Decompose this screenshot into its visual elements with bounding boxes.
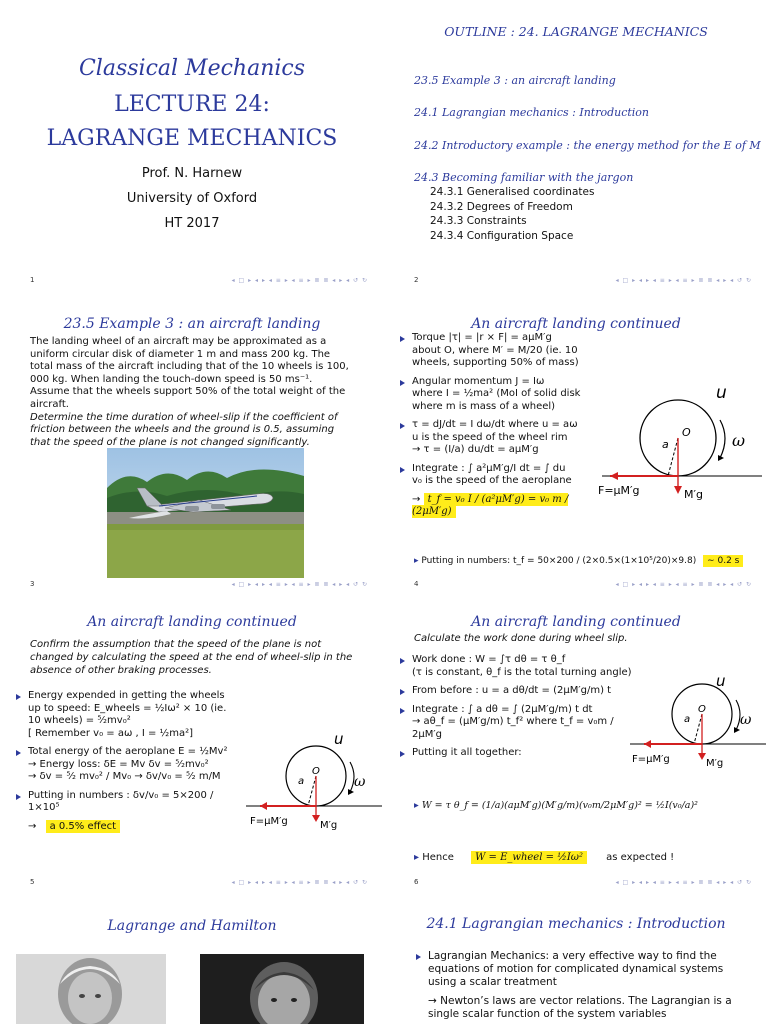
bullet: Torque |τ| = |r × F| = aμM′g about O, where M′ = M/20 (ie. 10 wheels, supporting 50% of mass)	[398, 332, 608, 370]
bullet: Work done : W = ∫τ dθ = τ θ_f (τ is constant, θ_f is the total turning angle)	[398, 654, 634, 679]
slide-number: 3	[30, 580, 35, 588]
label-u: u	[716, 383, 727, 403]
label-a: a	[298, 776, 305, 787]
bullet: Energy expended in getting the wheels up to speed: E_wheels = ½Iω² × 10 (ie. 10 wheels) = ⁵⁄₂mv₀² [ Remember v₀ = aω , I = ½ma²]	[14, 690, 232, 740]
slide-1	[0, 0, 384, 292]
bullet: Integrate : ∫ a dθ = ∫ (2μM′g/m) t dt → aθ_f = (μM′g/m) t_f² where t_f = v₀m / 2μM′g	[398, 704, 634, 742]
slide-title: An aircraft landing continued	[87, 614, 297, 630]
problem-question: Determine the time duration of wheel-slip if the coefficient of friction between the wheels and the ground is 0.5, assuming that the speed of the plane is not changed significantly.	[30, 411, 338, 448]
bullet: Angular momentum J = Iω where I = ½ma² (MoI of solid disk where m is mass of a wheel)	[398, 376, 608, 414]
slide-2	[384, 0, 768, 292]
label-Mg: M′g	[684, 488, 703, 501]
beamer-nav[interactable]: ◂ □ ▸ ◂ ▸ ◂ ≡ ▸ ◂ ≡ ▸ ≣ ≣ ◂ ▸ ◂ ↺ ↻	[615, 879, 752, 886]
bullet: From before : u = a dθ/dt = (2μM′g/m) t	[398, 685, 634, 698]
lecture-subject: LAGRANGE MECHANICS	[46, 126, 338, 151]
effect-row: → a 0.5% effect	[14, 821, 232, 834]
outline-subitem[interactable]: 24.3.2 Degrees of Freedom	[430, 200, 573, 213]
bullet: Integrate : ∫ a²μM′g/I dt = ∫ du v₀ is the speed of the aeroplane	[398, 463, 608, 488]
hence-highlight: W = E_wheel = ½Iω²	[471, 851, 587, 864]
label-O: O	[682, 426, 691, 439]
slide-4	[384, 304, 768, 596]
label-omega: ω	[732, 431, 746, 450]
bullet: Lagrangian Mechanics: a very effective way to find the equations of motion for complicated dynamical systems using a scalar treatment → Newton’s laws are vector relations. The Lagrangian is a single scalar function of the system variables	[414, 950, 748, 1021]
slide-body	[414, 950, 748, 1024]
hence-row: ▸ Hence W = E_wheel = ½Iω² as expected !	[414, 852, 675, 863]
label-a: a	[684, 714, 691, 725]
outline-item[interactable]: 24.1 Lagrangian mechanics : Introduction	[414, 106, 650, 119]
lagrange-portrait	[16, 954, 166, 1024]
wheel-diagram	[616, 672, 766, 782]
outline-item[interactable]: 23.5 Example 3 : an aircraft landing	[414, 74, 616, 87]
outline-subitem[interactable]: 24.3.4 Configuration Space	[430, 229, 574, 242]
slide-number: 5	[30, 878, 35, 886]
bullet: Putting it all together:	[398, 747, 634, 760]
beamer-nav[interactable]: ◂ □ ▸ ◂ ▸ ◂ ≡ ▸ ◂ ≡ ▸ ≣ ≣ ◂ ▸ ◂ ↺ ↻	[615, 581, 752, 588]
radius-line	[668, 438, 678, 476]
wheel-diagram	[236, 730, 382, 840]
aircraft-landing-photo	[107, 448, 304, 578]
author: Prof. N. Harnew	[141, 166, 243, 181]
outline-title: OUTLINE : 24. LAGRANGE MECHANICS	[444, 24, 708, 39]
slide-7	[0, 902, 384, 1024]
bullet: Putting in numbers : δv/v₀ = 5×200 / 1×10⁵	[14, 790, 232, 815]
slide-8	[384, 902, 768, 1024]
slide-number: 4	[414, 580, 419, 588]
problem-text: The landing wheel of an aircraft may be approximated as a uniform circular disk of diameter 1 m and mass 200 kg. The total mass of the aircraft including that of the 10 wheels is 100, 000 kg. When landing the touch-down speed is 50 ms⁻¹. Assume that the wheels support 50% of the total weight of the aircraft.	[30, 336, 349, 410]
slide-number: 6	[414, 878, 419, 886]
course-title: Classical Mechanics	[78, 56, 306, 81]
slide-3	[0, 304, 384, 596]
numbers-label: Putting in numbers: t_f = 50×200 / (2×0.5×(1×10⁵/20)×9.8)	[421, 556, 697, 566]
label-u: u	[716, 672, 726, 690]
work-equation: ▸ W = τ θ_f = (1/a)(aμM′g)(M′g/m)(v₀m/2μM′g)² = ½I(v₀/a)²	[414, 800, 698, 811]
institution: University of Oxford	[126, 191, 258, 206]
bullet: τ = dJ/dt = I dω/dt where u = aω u is the speed of the wheel rim → τ = (I/a) du/dt = aμM′g	[398, 419, 608, 457]
slide-title: 24.1 Lagrangian mechanics : Introduction	[426, 916, 726, 932]
slide-title: An aircraft landing continued	[471, 316, 681, 332]
radius-line	[308, 776, 316, 806]
slide-intro: Confirm the assumption that the speed of the plane is not changed by calculating the speed at the end of wheel-slip in the absence of other braking processes.	[30, 639, 353, 676]
slide-title: Lagrange and Hamilton	[107, 918, 277, 934]
beamer-nav[interactable]: ◂ □ ▸ ◂ ▸ ◂ ≡ ▸ ◂ ≡ ▸ ≣ ≣ ◂ ▸ ◂ ↺ ↻	[231, 277, 368, 284]
tf-result: t_f = v₀ I / (a²μM′g) = v₀ m / (2μM′g)	[412, 493, 569, 517]
slide-body	[30, 336, 354, 449]
hamilton-portrait	[200, 954, 364, 1024]
label-F: F=μM′g	[632, 754, 670, 765]
outline-item[interactable]: 24.3 Becoming familiar with the jargon	[414, 171, 634, 184]
bullet: Total energy of the aeroplane E = ½Mv² → Energy loss: δE = Mv δv = ⁵⁄₂mv₀² → δv = ⁵⁄₂ mv₀² / Mv₀ → δv/v₀ = ⁵⁄₂ m/M	[14, 746, 232, 784]
outline-subitem[interactable]: 24.3.3 Constraints	[430, 215, 527, 227]
label-u: u	[334, 730, 344, 748]
slide-title: An aircraft landing continued	[471, 614, 681, 630]
label-F: F=μM′g	[250, 816, 288, 827]
term: HT 2017	[164, 216, 220, 231]
label-O: O	[312, 766, 320, 777]
slide-number: 1	[30, 276, 35, 284]
slide-body	[398, 332, 608, 519]
wheel-diagram	[594, 376, 764, 506]
effect-highlight: a 0.5% effect	[46, 820, 121, 833]
label-Mg: M′g	[706, 758, 724, 769]
slide-5	[0, 602, 384, 894]
outline-subitems	[430, 185, 594, 243]
label-O: O	[698, 704, 706, 715]
omega-arc	[720, 420, 725, 458]
slide-title: 23.5 Example 3 : an aircraft landing	[63, 316, 321, 332]
slide-intro: Calculate the work done during wheel slip.	[414, 633, 628, 644]
slide-body	[398, 654, 634, 766]
outline-subitem[interactable]: 24.3.1 Generalised coordinates	[430, 186, 595, 198]
numbers-result: ∼ 0.2 s	[703, 555, 743, 567]
label-F: F=μM′g	[598, 484, 640, 497]
sub-point: → Newton’s laws are vector relations. The Lagrangian is a single scalar function of the system variables	[428, 995, 732, 1020]
beamer-nav[interactable]: ◂ □ ▸ ◂ ▸ ◂ ≡ ▸ ◂ ≡ ▸ ≣ ≣ ◂ ▸ ◂ ↺ ↻	[615, 277, 752, 284]
slide-number: 2	[414, 276, 419, 284]
slide-6	[384, 602, 768, 894]
beamer-nav[interactable]: ◂ □ ▸ ◂ ▸ ◂ ≡ ▸ ◂ ≡ ▸ ≣ ≣ ◂ ▸ ◂ ↺ ↻	[231, 879, 368, 886]
label-Mg: M′g	[320, 820, 338, 831]
radius-line	[694, 714, 702, 744]
slide-body	[14, 690, 232, 833]
label-omega: ω	[740, 712, 752, 728]
numbers-row: ▸ Putting in numbers: t_f = 50×200 / (2×0.5×(1×10⁵/20)×9.8) ∼ 0.2 s	[414, 556, 743, 566]
beamer-nav[interactable]: ◂ □ ▸ ◂ ▸ ◂ ≡ ▸ ◂ ≡ ▸ ≣ ≣ ◂ ▸ ◂ ↺ ↻	[231, 581, 368, 588]
result-row: → t_f = v₀ I / (a²μM′g) = v₀ m / (2μM′g)	[412, 493, 569, 517]
outline-item[interactable]: 24.2 Introductory example : the energy method for the E of M	[414, 139, 761, 152]
lecture-number: LECTURE 24:	[114, 92, 270, 117]
label-a: a	[662, 438, 669, 451]
label-omega: ω	[354, 774, 366, 790]
